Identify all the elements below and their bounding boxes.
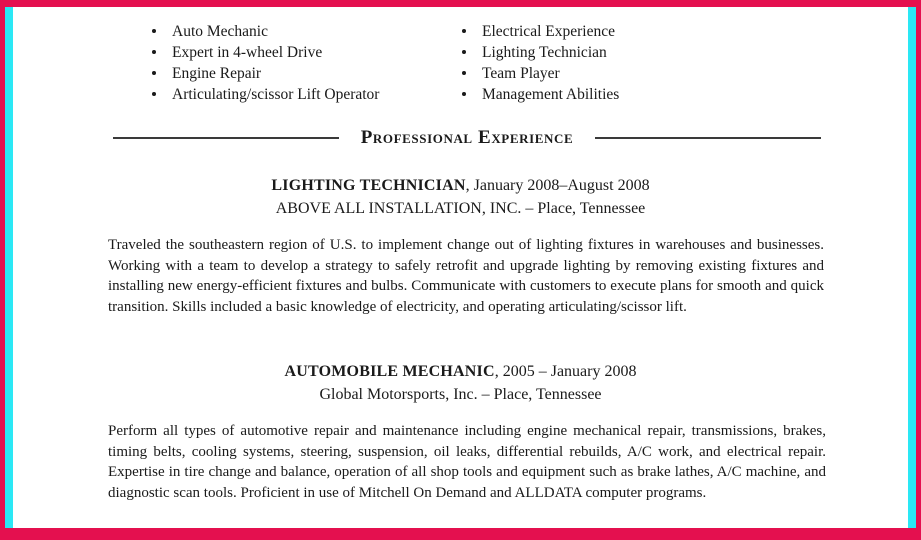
skills-column-right (460, 21, 790, 105)
job-company: ABOVE ALL INSTALLATION, INC. – Place, Tennessee (275, 200, 646, 217)
skill-label: Expert in 4-wheel Drive (172, 44, 323, 61)
job-dates: , January 2008–August 2008 (465, 177, 650, 194)
section-heading-professional-experience (13, 127, 908, 149)
skills-list-left (150, 21, 460, 105)
skills-column-left (150, 21, 460, 105)
bullet-icon (462, 71, 466, 75)
section-title: Professional Experience (360, 127, 574, 148)
job-entry-automobile-mechanic (13, 361, 908, 503)
skills-section (13, 7, 908, 105)
job-dates: , 2005 – January 2008 (494, 363, 637, 380)
frame-band-right-inner (908, 7, 916, 528)
frame-band-top (0, 0, 921, 7)
list-item (460, 42, 790, 63)
job-title: AUTOMOBILE MECHANIC (284, 363, 495, 380)
bullet-icon (152, 50, 156, 54)
frame-band-left-outer (0, 0, 5, 540)
bullet-icon (462, 50, 466, 54)
job-company: Global Motorsports, Inc. – Place, Tennessee (319, 386, 602, 403)
document-body (13, 7, 908, 528)
heading-rule-right (595, 137, 821, 139)
job-title-line (13, 175, 908, 197)
frame-band-bottom (0, 528, 921, 540)
skill-label: Lighting Technician (482, 44, 607, 61)
job-description: Perform all types of automotive repair and maintenance including engine mechanical repair, transmissions, brakes, timing belts, cooling systems, steering, suspension, oil leaks, differential rebuilds, A/C work, and electrical repair. Expertise in tire change and balance, operation of all shop tools and equipment such as brake lathes, A/C machine, and diagnostic scan tools. Proficient in use of Mitchell On Demand and ALLDATA computer programs. (108, 423, 826, 501)
list-item (460, 84, 790, 105)
list-item (460, 63, 790, 84)
list-item (460, 21, 790, 42)
skill-label: Team Player (482, 65, 560, 82)
list-item (150, 42, 460, 63)
skill-label: Auto Mechanic (172, 23, 268, 40)
skill-label: Electrical Experience (482, 23, 615, 40)
job-description: Traveled the southeastern region of U.S. to implement change out of lighting fixtures in warehouses and businesses. Working with a team to develop a strategy to safely retrofit and upgrade lighting by removing existing fixtures and installing new energy-efficient fixtures and bulbs. Communicate with customers to execute plans for smooth and quick transition. Skills included a basic knowledge of electricity, and operating articulating/scissor lift. (108, 237, 824, 315)
bullet-icon (152, 29, 156, 33)
heading-rule-left (113, 137, 339, 139)
bullet-icon (462, 92, 466, 96)
bullet-icon (462, 29, 466, 33)
list-item (150, 84, 460, 105)
frame-band-right-outer (916, 0, 921, 540)
bullet-icon (152, 92, 156, 96)
skill-label: Engine Repair (172, 65, 262, 82)
job-title-line (13, 361, 908, 383)
bullet-icon (152, 71, 156, 75)
list-item (150, 21, 460, 42)
skill-label: Management Abilities (482, 86, 620, 103)
job-entry-lighting-technician (13, 175, 908, 317)
job-title: LIGHTING TECHNICIAN (271, 177, 466, 194)
frame-band-left-inner (5, 7, 13, 528)
list-item (150, 63, 460, 84)
skill-label: Articulating/scissor Lift Operator (172, 86, 380, 103)
skills-list-right (460, 21, 790, 105)
